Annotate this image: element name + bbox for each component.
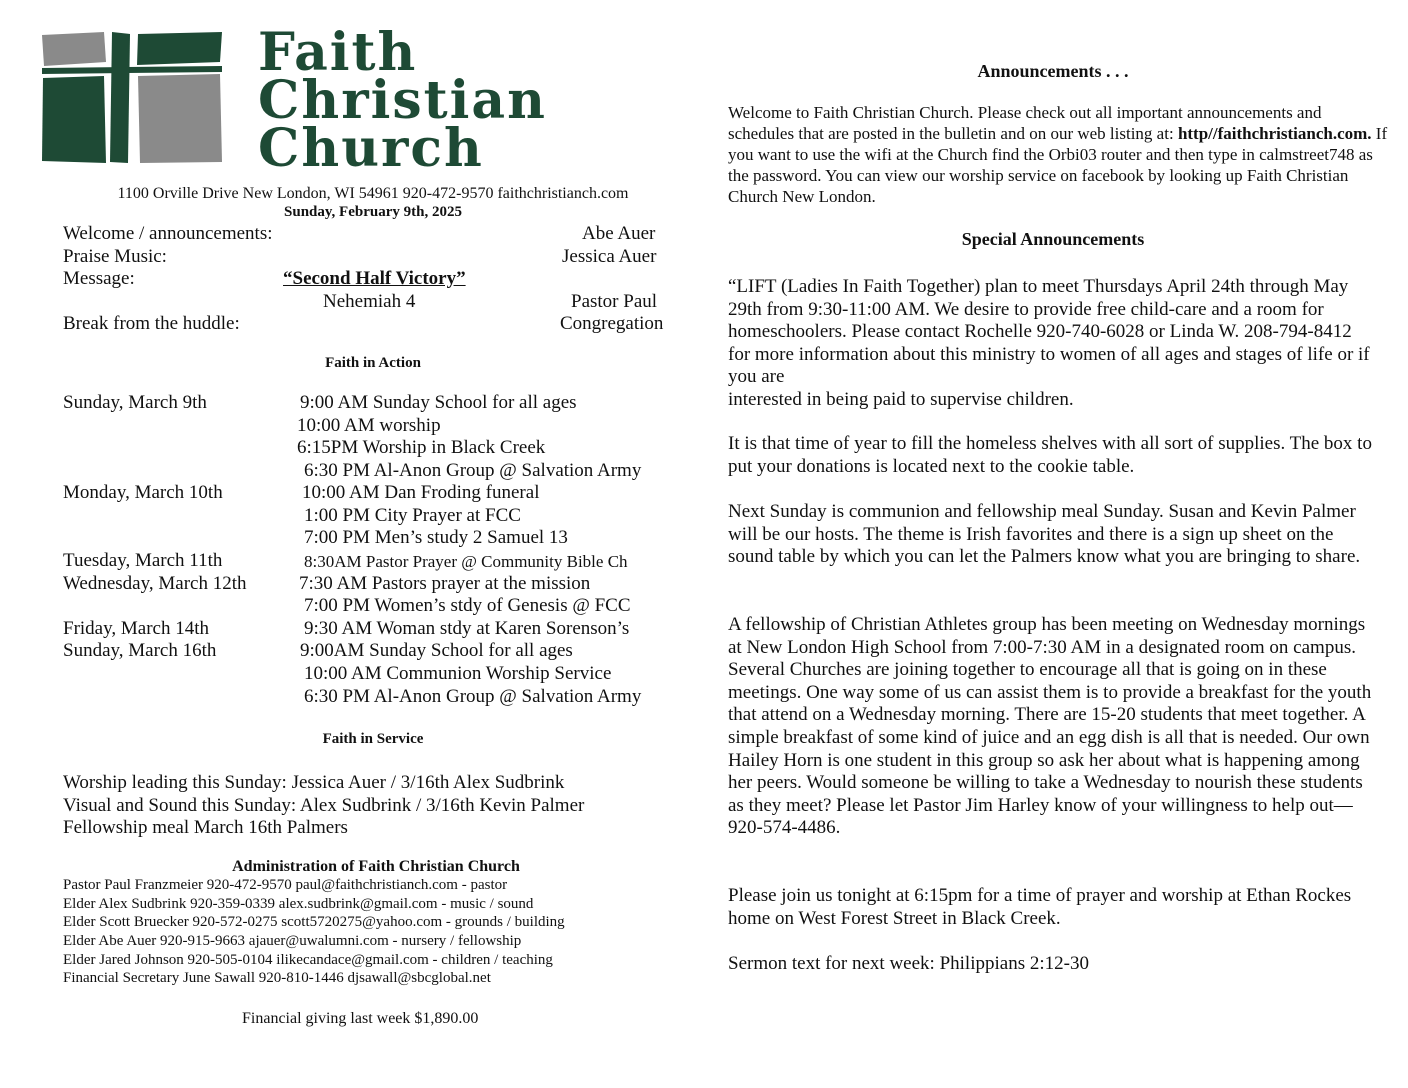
logo-word-faith: Faith bbox=[258, 22, 418, 83]
schedule-day: Sunday, March 9th bbox=[63, 392, 207, 413]
admin-line: Pastor Paul Franzmeier 920-472-9570 paul@faithchristianch.com - pastor bbox=[63, 877, 508, 893]
schedule-day: Tuesday, March 11th bbox=[63, 550, 223, 571]
break-name: Congregation bbox=[560, 313, 664, 334]
communion-paragraph: Next Sunday is communion and fellowship meal Sunday. Susan and Kevin Palmer will be our hosts. The theme is Irish favorites and there is a sign up sheet on the sound table by which you can let the Palmers know what you are bringing to share. bbox=[728, 501, 1361, 568]
website-link[interactable]: http//faithchristianch.com. bbox=[1177, 124, 1372, 143]
financial-giving: Financial giving last week $1,890.00 bbox=[242, 1010, 479, 1027]
schedule-event: 9:00AM Sunday School for all ages bbox=[300, 640, 573, 661]
welcome-paragraph bbox=[728, 102, 1388, 207]
schedule-event: 9:30 AM Woman stdy at Karen Sorenson’s bbox=[304, 618, 630, 639]
message-label: Message: bbox=[63, 268, 135, 289]
service-line: Visual and Sound this Sunday: Alex Sudbrink / 3/16th Kevin Palmer bbox=[63, 795, 585, 816]
bulletin-date: Sunday, February 9th, 2025 bbox=[284, 204, 462, 220]
logo-word-church: Church bbox=[258, 118, 484, 179]
message-name: Pastor Paul bbox=[571, 291, 658, 312]
schedule-event: 1:00 PM City Prayer at FCC bbox=[304, 505, 521, 526]
admin-line: Financial Secretary June Sawall 920-810-1446 djsawall@sbcglobal.net bbox=[63, 970, 491, 986]
schedule-event: 9:00 AM Sunday School for all ages bbox=[300, 392, 577, 413]
schedule-day: Sunday, March 16th bbox=[63, 640, 217, 661]
church-address: 1100 Orville Drive New London, WI 54961 920-472-9570 faithchristianch.com bbox=[117, 185, 629, 202]
schedule-event: 6:30 PM Al-Anon Group @ Salvation Army bbox=[304, 460, 642, 481]
fca-paragraph: A fellowship of Christian Athletes group has been meeting on Wednesday mornings at New London High School from 7:00-7:30 AM in a designated room on campus. Several Churches are joining together to encourage all that is going on in these meetings. One way some of us can assist them is to provide a breakfast for the youth that attend on a Wednesday morning. There are 15-20 students that meet together. A simple breakfast of some kind of juice and an egg dish is all that is needed. Our own Hailey Horn is one student in this group so ask her about what is happening among her peers. Would someone be willing to take a Wednesday to nourish these students as they meet? Please let Pastor Jim Harley know of your willingness to help out—920-574-4486. bbox=[728, 614, 1372, 839]
admin-line: Elder Scott Bruecker 920-572-0275 scott5720275@yahoo.com - grounds / building bbox=[63, 914, 565, 930]
special-announcements-heading: Special Announcements bbox=[961, 229, 1145, 249]
welcome-text: Welcome to Faith Christian Church. Please check out all important announcements and schedules that are posted in the bulletin and on our web listing at: bbox=[728, 103, 1322, 143]
schedule-event: 6:15PM Worship in Black Creek bbox=[297, 437, 546, 458]
break-label: Break from the huddle: bbox=[63, 313, 240, 334]
announcements-heading: Announcements . . . bbox=[977, 61, 1129, 81]
schedule-day: Monday, March 10th bbox=[63, 482, 223, 503]
schedule-event: 10:00 AM Dan Froding funeral bbox=[302, 482, 540, 503]
praise-name: Jessica Auer bbox=[562, 246, 657, 267]
welcome-label: Welcome / announcements: bbox=[63, 223, 273, 244]
administration-heading: Administration of Faith Christian Church bbox=[232, 858, 520, 875]
lift-text-continued: interested in being paid to supervise children. bbox=[728, 388, 1074, 410]
lift-paragraph bbox=[728, 276, 1388, 412]
message-title: “Second Half Victory” bbox=[283, 268, 466, 289]
sermon-text-next-week: Sermon text for next week: Philippians 2:12-30 bbox=[728, 953, 1089, 974]
service-line: Worship leading this Sunday: Jessica Auer / 3/16th Alex Sudbrink bbox=[63, 772, 565, 793]
schedule-event: 7:00 PM Men’s study 2 Samuel 13 bbox=[304, 527, 568, 548]
admin-line: Elder Jared Johnson 920-505-0104 ilikecandace@gmail.com - children / teaching bbox=[63, 952, 553, 968]
logo-word-christian: Christian bbox=[258, 70, 547, 131]
schedule-event: 10:00 AM worship bbox=[297, 415, 441, 436]
service-line: Fellowship meal March 16th Palmers bbox=[63, 817, 348, 838]
faith-in-service-heading: Faith in Service bbox=[322, 731, 424, 747]
admin-line: Elder Abe Auer 920-915-9663 ajauer@uwalumni.com - nursery / fellowship bbox=[63, 933, 522, 949]
schedule-event: 6:30 PM Al-Anon Group @ Salvation Army bbox=[304, 686, 642, 707]
message-scripture: Nehemiah 4 bbox=[323, 291, 416, 312]
prayer-paragraph: Please join us tonight at 6:15pm for a time of prayer and worship at Ethan Rockes home on West Forest Street in Black Creek. bbox=[728, 885, 1352, 929]
schedule-day: Friday, March 14th bbox=[63, 618, 209, 639]
welcome-text-continued: If you want to use the wifi at the Church find the Orbi03 router and then type in calmstreet748 as the password. You can view our worship service on facebook by looking up Faith Christian Church New London. bbox=[728, 124, 1388, 206]
schedule-event: 10:00 AM Communion Worship Service bbox=[304, 663, 612, 684]
schedule-event: 7:30 AM Pastors prayer at the mission bbox=[299, 573, 591, 594]
homeless-paragraph: It is that time of year to fill the homeless shelves with all sort of supplies. The box to put your donations is located next to the cookie table. bbox=[728, 433, 1372, 477]
welcome-name: Abe Auer bbox=[582, 223, 656, 244]
faith-in-action-heading: Faith in Action bbox=[325, 355, 421, 371]
schedule-event: 7:00 PM Women’s stdy of Genesis @ FCC bbox=[304, 595, 631, 616]
schedule-day: Wednesday, March 12th bbox=[63, 573, 247, 594]
church-logo-mark bbox=[42, 32, 224, 164]
schedule-event: 8:30AM Pastor Prayer @ Community Bible Ch bbox=[304, 552, 628, 571]
praise-label: Praise Music: bbox=[63, 246, 167, 267]
lift-text: “LIFT (Ladies In Faith Together) plan to meet Thursdays April 24th through May 29th from 9:30-11:00 AM. We desire to provide free child-care and a room for homeschoolers. Please contact Rochelle 920-740-6028 or Linda W. 208-794-8412 for more information about this ministry to women of all ages and stages of life or if you are bbox=[728, 276, 1370, 388]
admin-line: Elder Alex Sudbrink 920-359-0339 alex.sudbrink@gmail.com - music / sound bbox=[63, 896, 534, 912]
